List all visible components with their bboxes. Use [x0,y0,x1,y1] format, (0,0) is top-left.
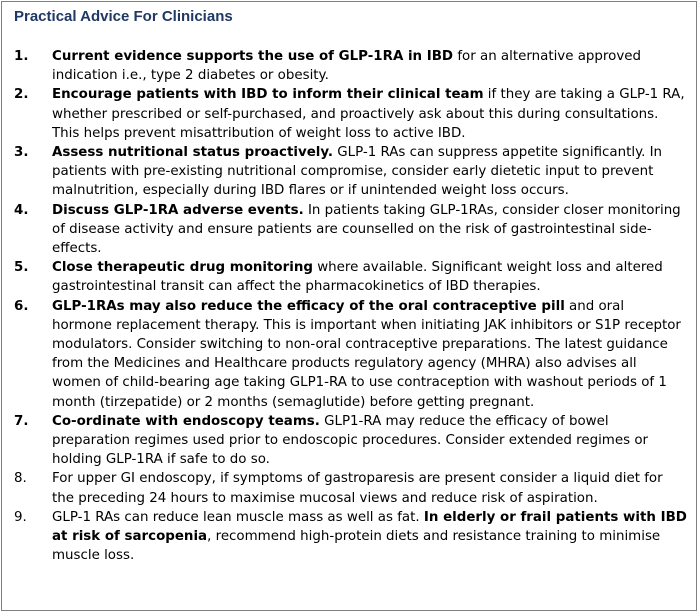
item-text: , recommend high-protein diets and resistance training to minimise muscle loss. [52,529,661,564]
item-lead: Discuss GLP-1RA adverse events. [52,202,304,218]
item-lead: Encourage patients with IBD to inform their clinical team [52,87,484,103]
item-lead: Co-ordinate with endoscopy teams. [52,413,320,429]
item-number: 8. [14,471,27,487]
list-item-3 [2,143,698,201]
item-number: 6. [14,298,29,314]
item-lead: Current evidence supports the use of GLP-1RA in IBD [52,49,454,64]
list-item-5 [2,258,698,296]
list-item-8 [2,469,698,507]
list-item-2 [2,85,698,143]
item-text: for an alternative approved indication i.e., type 2 diabetes or obesity. [52,49,641,84]
item-pre: GLP-1 RAs can reduce lean muscle mass as well as fat. [52,509,424,525]
item-number: 1. [14,49,29,64]
item-number: 7. [14,413,29,429]
item-lead: Close therapeutic drug monitoring [52,260,313,276]
list-item-6 [2,297,698,412]
item-text: GLP1-RA may reduce the efficacy of bowel preparation regimes used prior to endoscopic procedures. Consider extended regimes or holding GLP-1RA if safe to do so. [52,413,649,468]
item-number: 3. [14,145,29,161]
item-lead: GLP-1RAs may also reduce the efficacy of the oral contraceptive pill [52,298,565,314]
box-heading: Practical Advice For Clinicians [14,8,233,25]
item-text: and oral hormone replacement therapy. This is important when initiating JAK inhibitors or S1P receptor modulators. Consider switching to non-oral contraceptive preparations. The latest guidance from the Medicines and Healthcare products regulatory agency (MHRA) also advises all women of child-bearing age taking GLP1-RA to use contraception with washout periods of 1 month (tirzepatide) or 2 months (semaglutide) before getting pregnant. [52,298,681,410]
list-item-7 [2,412,698,470]
advice-box [1,1,697,611]
list-item-1 [2,47,698,85]
item-lead: In elderly or frail patients with IBD at risk of sarcopenia [52,509,687,545]
advice-list [2,47,698,565]
item-text: For upper GI endoscopy, if symptoms of gastroparesis are present consider a liquid diet for the preceding 24 hours to maximise mucosal views and reduce risk of aspiration. [52,471,663,506]
item-number: 5. [14,260,29,276]
item-number: 9. [14,509,27,525]
item-text: GLP-1 RAs can suppress appetite significantly. In patients with pre-existing nutritional compromise, consider early dietetic input to prevent malnutrition, especially during IBD flares or if unintended weight loss occurs. [52,145,663,199]
item-number: 2. [14,87,29,103]
item-lead: Assess nutritional status proactively. [52,145,333,161]
item-text: where available. Significant weight loss and altered gastrointestinal transit can affect the pharmacokinetics of IBD therapies. [52,260,663,295]
list-item-9 [2,508,698,566]
item-text: if they are taking a GLP-1 RA, whether prescribed or self-purchased, and proactively ask about this during consultations. This helps prevent misattribution of weight loss to active IBD. [52,87,685,141]
item-number: 4. [14,202,29,218]
list-item-4 [2,201,698,259]
item-text: In patients taking GLP-1RAs, consider closer monitoring of disease activity and ensure patients are counselled on the risk of gastrointestinal side-effects. [52,202,681,257]
